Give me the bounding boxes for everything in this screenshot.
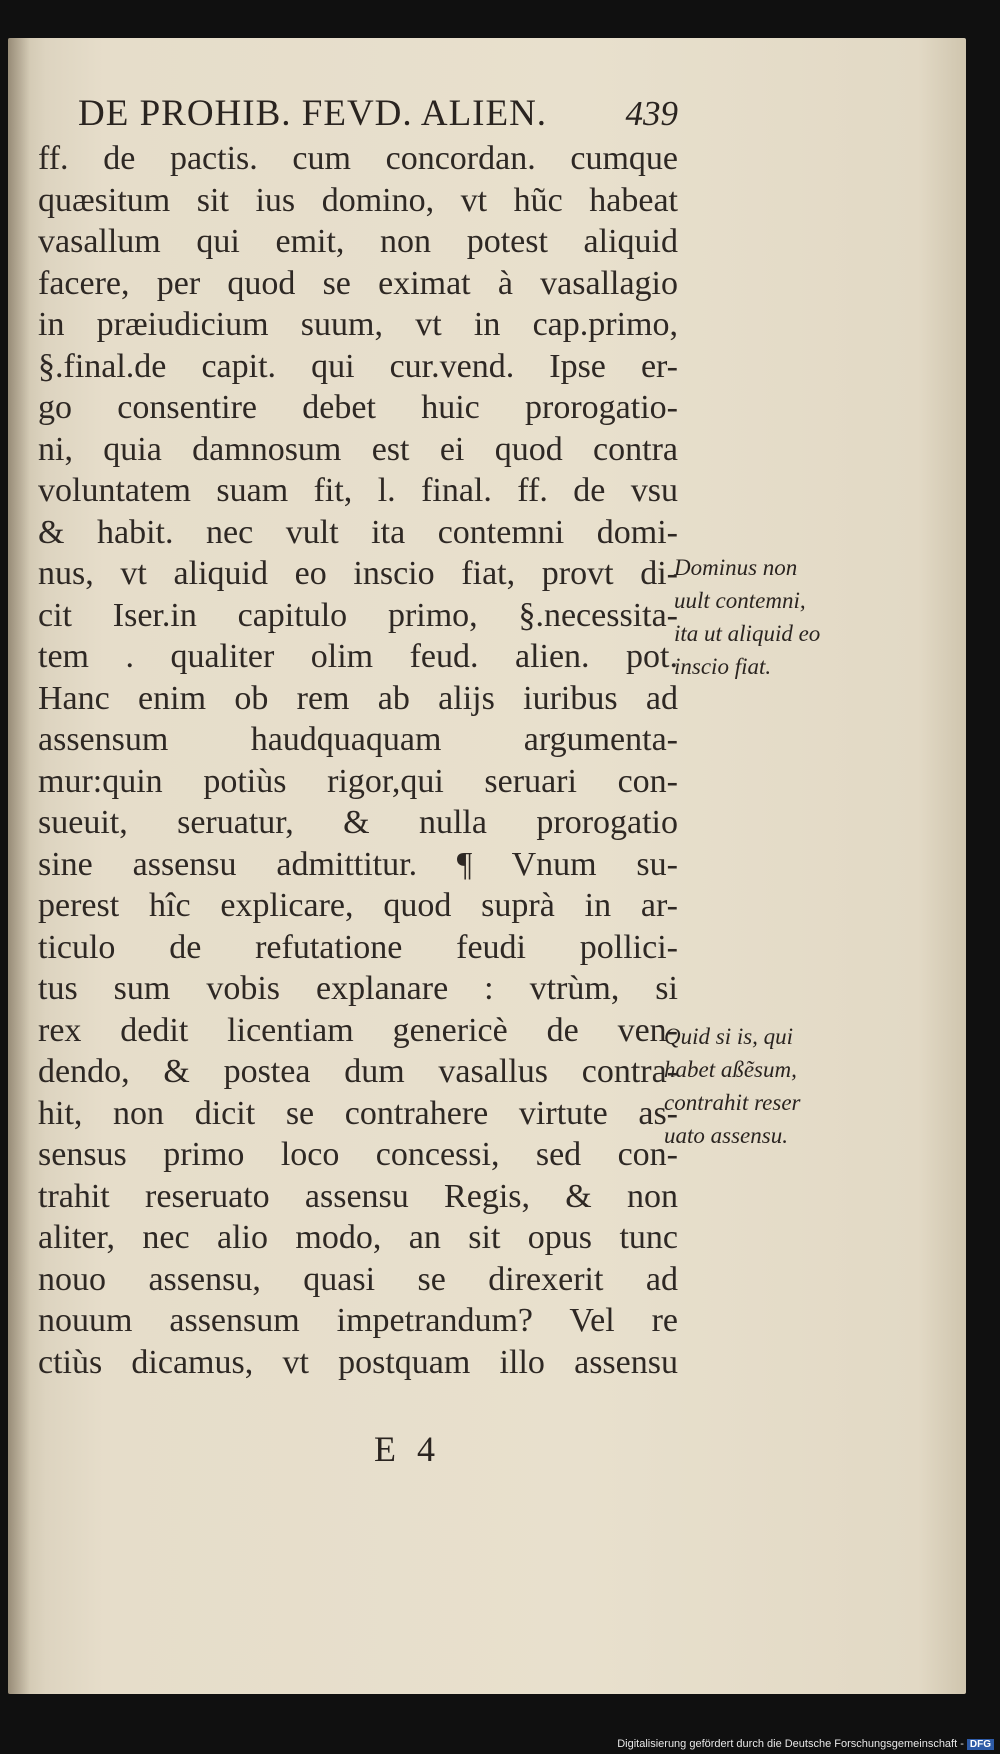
text-line: & habit. nec vult ita contemni domi- xyxy=(38,513,678,551)
page-header xyxy=(78,92,678,142)
text-line: ctiùs dicamus, vt postquam illo assensu xyxy=(38,1343,678,1381)
text-line: §.final.de capit. qui cur.vend. Ipse er- xyxy=(38,347,678,385)
margin-note-line: uult contemni, xyxy=(674,588,806,613)
text-line: nouum assensum impetrandum? Vel re xyxy=(38,1302,678,1339)
text-line: Hanc enim ob rem ab alijs iuribus ad xyxy=(38,679,678,717)
text-line: ticulo de refutatione feudi pollici- xyxy=(38,928,678,966)
text-line: sine assensu admittitur. ¶ Vnum su- xyxy=(38,845,678,883)
text-line: rex dedit licentiam genericè de ven- xyxy=(38,1011,678,1049)
margin-note-line: Dominus non xyxy=(674,555,798,580)
text-line: assensum haudquaquam argumenta- xyxy=(38,721,678,758)
text-line: voluntatem suam fit, l. final. ff. de vsu xyxy=(38,472,678,509)
body-text xyxy=(38,138,678,1383)
text-line: nouo assensu, quasi se direxerit ad xyxy=(38,1260,678,1298)
text-line: cit Iser.in capitulo primo, §.necessita- xyxy=(38,596,678,634)
text-line: nus, vt aliquid eo inscio fiat, provt di- xyxy=(38,555,678,592)
text-line: tem . qualiter olim feud. alien. pot. xyxy=(38,638,678,675)
credit-text: Digitalisierung gefördert durch die Deutsche Forschungsgemeinschaft - xyxy=(617,1738,964,1750)
margin-note xyxy=(674,551,874,683)
text-line: go consentire debet huic prorogatio- xyxy=(38,389,678,426)
text-line: vasallum qui emit, non potest aliquid xyxy=(38,223,678,260)
margin-note-line: ita ut aliquid eo xyxy=(674,621,821,646)
text-line: trahit reseruato assensu Regis, & non xyxy=(38,1177,678,1215)
margin-note xyxy=(664,1020,864,1152)
text-line: perest hîc explicare, quod suprà in ar- xyxy=(38,887,678,924)
dfg-logo: DFG xyxy=(967,1739,994,1750)
margin-note-line: uato assensu. xyxy=(664,1123,788,1148)
text-line: aliter, nec alio modo, an sit opus tunc xyxy=(38,1219,678,1256)
text-line: sensus primo loco concessi, sed con- xyxy=(38,1136,678,1173)
text-line: mur:quin potiùs rigor,qui seruari con- xyxy=(38,762,678,800)
text-line: quæsitum sit ius domino, vt hũc habeat xyxy=(38,181,678,219)
page-number: 439 xyxy=(625,94,678,133)
text-line: ff. de pactis. cum concordan. cumque xyxy=(38,140,678,177)
text-line: ni, quia damnosum est ei quod contra xyxy=(38,430,678,468)
text-line: sueuit, seruatur, & nulla prorogatio xyxy=(38,804,678,841)
margin-note-line: contrahit reser xyxy=(664,1090,801,1115)
book-page xyxy=(8,38,966,1694)
margin-note-line: inscio fiat. xyxy=(674,654,772,679)
text-line: in præiudicium suum, vt in cap.primo, xyxy=(38,306,678,343)
text-line: tus sum vobis explanare : vtrùm, si xyxy=(38,970,678,1007)
margin-note-line: Quid si is, qui xyxy=(664,1024,794,1049)
signature-mark: E 4 xyxy=(374,1429,441,1469)
text-line: facere, per quod se eximat à vasallagio xyxy=(38,264,678,302)
text-line: dendo, & postea dum vasallus contra- xyxy=(38,1053,678,1090)
text-line: hit, non dicit se contrahere virtute as- xyxy=(38,1094,678,1132)
running-head: DE PROHIB. FEVD. ALIEN. xyxy=(78,93,548,134)
margin-note-line: habet aßẽsum, xyxy=(664,1057,797,1082)
digitization-credit xyxy=(617,1738,994,1750)
